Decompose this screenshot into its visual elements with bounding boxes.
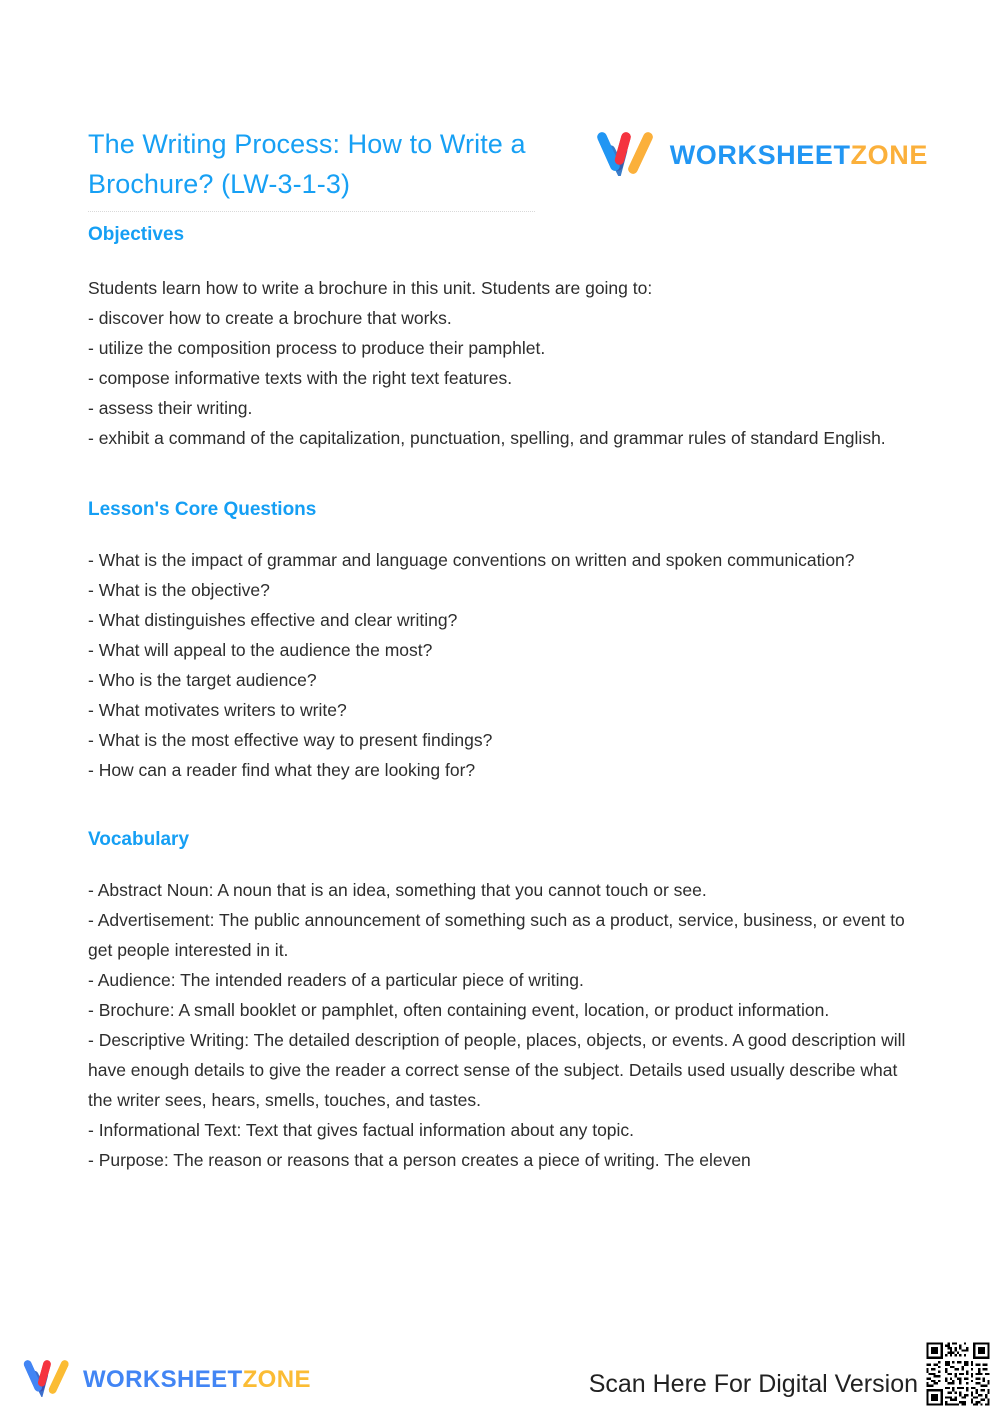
core-question-item: - What is the impact of grammar and language conventions on written and spoken communication? xyxy=(88,550,855,570)
core-question-item: - Who is the target audience? xyxy=(88,670,317,690)
section-vocabulary xyxy=(88,827,918,1175)
qr-code-icon[interactable] xyxy=(924,1340,992,1408)
core-question-item: - What is the most effective way to present findings? xyxy=(88,730,493,750)
vocabulary-item: - Brochure: A small booklet or pamphlet, often containing event, location, or product information. xyxy=(88,1000,830,1020)
footer-logo-word-secondary: ZONE xyxy=(242,1365,311,1393)
spacer xyxy=(88,453,918,497)
vocabulary-heading: Vocabulary xyxy=(88,829,190,850)
page-footer xyxy=(0,1328,1000,1414)
objectives-item: - assess their writing. xyxy=(88,398,253,418)
objectives-intro: Students learn how to write a brochure in this unit. Students are going to: xyxy=(88,278,653,298)
vocabulary-item: - Abstract Noun: A noun that is an idea, something that you cannot touch or see. xyxy=(88,880,707,900)
objectives-heading: Objectives xyxy=(88,224,185,245)
section-core-questions xyxy=(88,497,918,785)
vocabulary-item: - Advertisement: The public announcement of something such as a product, service, business, or event to get people interested in it. xyxy=(88,910,905,960)
core-questions-heading: Lesson's Core Questions xyxy=(88,499,317,520)
worksheetzone-w-logo-icon xyxy=(22,1357,72,1402)
core-question-item: - What distinguishes effective and clear writing? xyxy=(88,610,458,630)
title-divider xyxy=(88,211,535,212)
vocabulary-item: - Purpose: The reason or reasons that a person creates a piece of writing. The eleven xyxy=(88,1150,751,1170)
objectives-item: - exhibit a command of the capitalization, punctuation, spelling, and grammar rules of standard English. xyxy=(88,428,886,448)
header-logo-wordmark xyxy=(670,140,928,171)
footer-logo xyxy=(22,1357,311,1402)
core-question-item: - How can a reader find what they are looking for? xyxy=(88,760,476,780)
objectives-item: - compose informative texts with the right text features. xyxy=(88,368,513,388)
worksheetzone-w-logo-icon xyxy=(595,130,657,181)
vocabulary-item: - Informational Text: Text that gives factual information about any topic. xyxy=(88,1120,635,1140)
core-question-item: - What will appeal to the audience the most? xyxy=(88,640,433,660)
page-title: The Writing Process: How to Write a Brochure? (LW-3-1-3) xyxy=(88,129,526,199)
logo-word-secondary: ZONE xyxy=(850,140,928,170)
logo-word-primary: WORKSHEET xyxy=(669,140,851,170)
objectives-item: - discover how to create a brochure that works. xyxy=(88,308,452,328)
section-objectives xyxy=(88,222,918,453)
scan-prompt-text: Scan Here For Digital Version xyxy=(588,1370,918,1398)
page-header xyxy=(88,124,928,214)
footer-logo-wordmark xyxy=(83,1366,311,1394)
vocabulary-item: - Audience: The intended readers of a particular piece of writing. xyxy=(88,970,584,990)
page-content xyxy=(88,222,918,1175)
title-block xyxy=(88,124,558,212)
vocabulary-item: - Descriptive Writing: The detailed description of people, places, objects, or events. A good description will have enough details to give the reader a correct sense of the subject. Details used usually describe what the writer sees, hears, smells, touches, and tastes. xyxy=(88,1030,906,1110)
footer-logo-word-primary: WORKSHEET xyxy=(83,1365,243,1393)
spacer xyxy=(88,785,918,827)
core-question-item: - What is the objective? xyxy=(88,580,270,600)
objectives-item: - utilize the composition process to produce their pamphlet. xyxy=(88,338,546,358)
header-logo xyxy=(595,130,928,181)
core-question-item: - What motivates writers to write? xyxy=(88,700,347,720)
